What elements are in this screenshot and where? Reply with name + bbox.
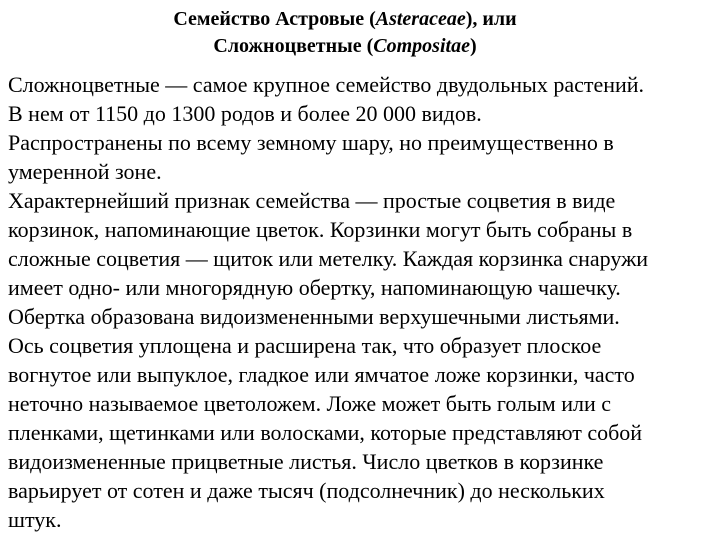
- latin-name: Asteraceae: [375, 8, 466, 30]
- latin-name: Compositae: [373, 35, 470, 57]
- text-line: Сложноцветные — самое крупное семейство двудольных растений.: [8, 72, 645, 97]
- text-line: вогнутое или выпуклое, гладкое или ямчатое ложе корзинки, часто: [8, 362, 635, 387]
- text-line: В нем от 1150 до 1300 родов и более 20 000 видов.: [8, 101, 482, 126]
- title-line-2: [0, 33, 690, 60]
- text-line: умеренной зоне.: [8, 159, 162, 184]
- text-line: Ось соцветия уплощена и расширена так, что образует плоское: [8, 333, 602, 358]
- text-line: варьирует от сотен и даже тысяч (подсолнечник) до нескольких: [8, 478, 605, 503]
- text-line: корзинок, напоминающие цветок. Корзинки могут быть собраны в: [8, 217, 633, 242]
- title-text: ): [469, 35, 477, 57]
- title-text: ), или: [465, 8, 517, 30]
- slide-title: [0, 6, 690, 60]
- text-line: видоизмененные прицветные листья. Число цветков в корзинке: [8, 449, 604, 474]
- text-line: имеет одно- или многорядную обертку, напоминающую чашечку.: [8, 275, 621, 300]
- text-line: штук.: [8, 507, 62, 532]
- text-line: сложные соцветия — щиток или метелку. Каждая корзинка снаружи: [8, 246, 649, 271]
- text-line: пленками, щетинками или волосками, которые представляют собой: [8, 420, 643, 445]
- text-line: Распространены по всему земному шару, но преимущественно в: [8, 130, 614, 155]
- text-line: Обертка образована видоизмененными верхушечными листьями.: [8, 304, 620, 329]
- text-line: неточно называемое цветоложем. Ложе может быть голым или с: [8, 391, 612, 416]
- title-line-1: [0, 6, 690, 33]
- title-text: Семейство Астровые (: [173, 8, 376, 30]
- text-line: Характернейший признак семейства — простые соцветия в виде: [8, 188, 616, 213]
- title-text: Сложноцветные (: [213, 35, 374, 57]
- body-text: [8, 70, 720, 534]
